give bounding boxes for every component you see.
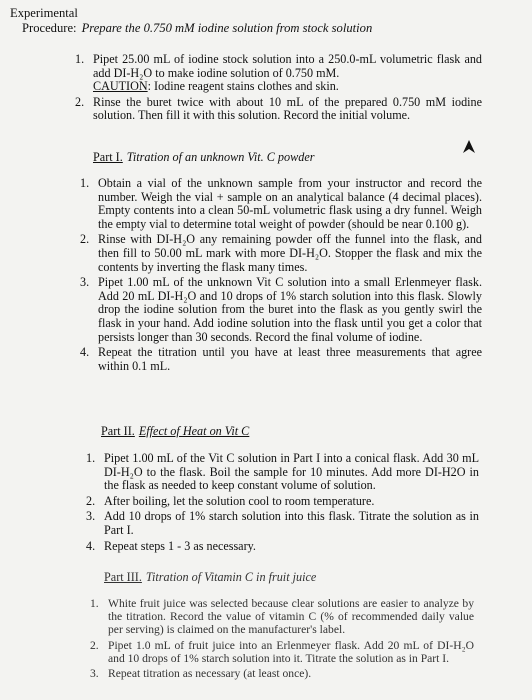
caution-text: : Iodine reagent stains clothes and skin. <box>147 79 339 94</box>
step-number: 3. <box>86 509 96 524</box>
list-item <box>80 345 482 373</box>
step-text: Pipet 25.00 mL of iodine stock solution into a 250.0-mL volumetric flask and add DI-H₂O to make iodine solution of 0.750 mM. <box>93 52 482 80</box>
procedure-title: Prepare the 0.750 mM iodine solution from stock solution <box>81 21 373 35</box>
part2-steps-list <box>86 451 479 555</box>
step-text: Rinse the buret twice with about 10 mL of the prepared 0.750 mM iodine solution. Then fill it with this solution. Record the initial volume. <box>93 94 482 123</box>
step-number: 2. <box>75 94 85 109</box>
step-text: Add 10 drops of 1% starch solution into this flask. Titrate the solution as in Part I. <box>104 509 479 537</box>
step-text: Pipet 1.00 mL of the Vit C solution in Part I into a conical flask. Add 30 mL DI-H₂O to the flask. Boil the sample for 10 minutes. Add more DI-H2O in the flask as needed to keep constant volume of solution. <box>104 451 479 493</box>
list-item <box>90 638 474 665</box>
step-text: White fruit juice was selected because clear solutions are easier to analyze by the titration. Record the value of vitamin C (% of recommended daily value per serving) is claimed on the manufacturer's label. <box>108 597 474 637</box>
list-item <box>75 52 482 94</box>
step-text: After boiling, let the solution cool to room temperature. <box>104 493 375 508</box>
step-text: Rinse with DI-H₂O any remaining powder off the funnel into the flask, and then fill to 50.00 mL mark with more DI-H₂O. Stopper the flask and mix the contents by inverting the flask many times. <box>98 232 482 274</box>
list-item <box>75 94 482 123</box>
part2-label: Part II. <box>101 424 135 438</box>
step-text: Pipet 1.0 mL of fruit juice into an Erlenmeyer flask. Add 20 mL of DI-H₂O and 10 drops of 1% starch solution into it. Titrate the solution as in Part I. <box>108 638 474 665</box>
list-item <box>90 667 474 681</box>
part3-steps-list <box>90 597 474 682</box>
step-number: 1. <box>80 176 90 190</box>
list-item <box>86 509 479 537</box>
step-number: 1. <box>90 597 99 610</box>
part2-title: Effect of Heat on Vit C <box>138 424 250 438</box>
list-item <box>86 451 479 493</box>
heading-procedure <box>22 21 372 36</box>
step-number: 4. <box>80 345 90 360</box>
part1-title: Titration of an unknown Vit. C powder <box>126 150 315 164</box>
procedure-label: Procedure: <box>22 21 77 35</box>
part3-label: Part III. <box>104 570 142 584</box>
heading-experimental: Experimental <box>10 6 78 20</box>
step-text: Repeat titration as necessary (at least once). <box>108 667 312 681</box>
prep-steps-list <box>75 52 482 125</box>
step-number: 2. <box>86 493 96 508</box>
step-number: 3. <box>80 275 90 290</box>
step-number: 1. <box>86 451 96 465</box>
step-number: 1. <box>75 52 85 66</box>
step-number: 2. <box>90 638 99 652</box>
part1-label: Part I. <box>93 150 123 164</box>
part2-heading <box>101 424 249 439</box>
step-number: 2. <box>80 232 90 247</box>
part1-heading <box>93 150 314 165</box>
list-item <box>86 493 479 509</box>
list-item <box>80 232 482 274</box>
part3-title: Titration of Vitamin C in fruit juice <box>145 570 317 584</box>
part3-heading <box>104 570 316 585</box>
list-item <box>80 275 482 344</box>
step-text: Obtain a vial of the unknown sample from your instructor and record the number. Weigh the vial + sample on an analytical balance (4 decimal places). Empty contents into a clean 50-mL volumetric flask using a dry funnel. Weigh the empty vial to determine total weight of powder (should be near 0.100 g). <box>98 176 482 231</box>
list-item <box>90 597 474 637</box>
list-item <box>86 538 479 554</box>
list-item <box>80 176 482 231</box>
step-number: 4. <box>86 538 96 553</box>
mouse-cursor-icon <box>462 139 476 155</box>
step-text: Repeat the titration until you have at least three measurements that agree within 0.1 mL. <box>98 345 482 373</box>
caution-label: CAUTION <box>93 79 148 94</box>
part1-steps-list <box>80 176 482 375</box>
step-text: Pipet 1.00 mL of the unknown Vit C solution into a small Erlenmeyer flask. Add 20 mL DI-H₂O and 10 drops of 1% starch solution into this flask. Slowly drop the iodine solution from the buret into the flask as you gently swirl the flask in your hand. Add iodine solution into the flask until you get a color that persists longer than 30 seconds. Record the final volume of iodine. <box>98 275 482 344</box>
step-text: Repeat steps 1 - 3 as necessary. <box>104 538 256 553</box>
step-number: 3. <box>90 667 99 681</box>
